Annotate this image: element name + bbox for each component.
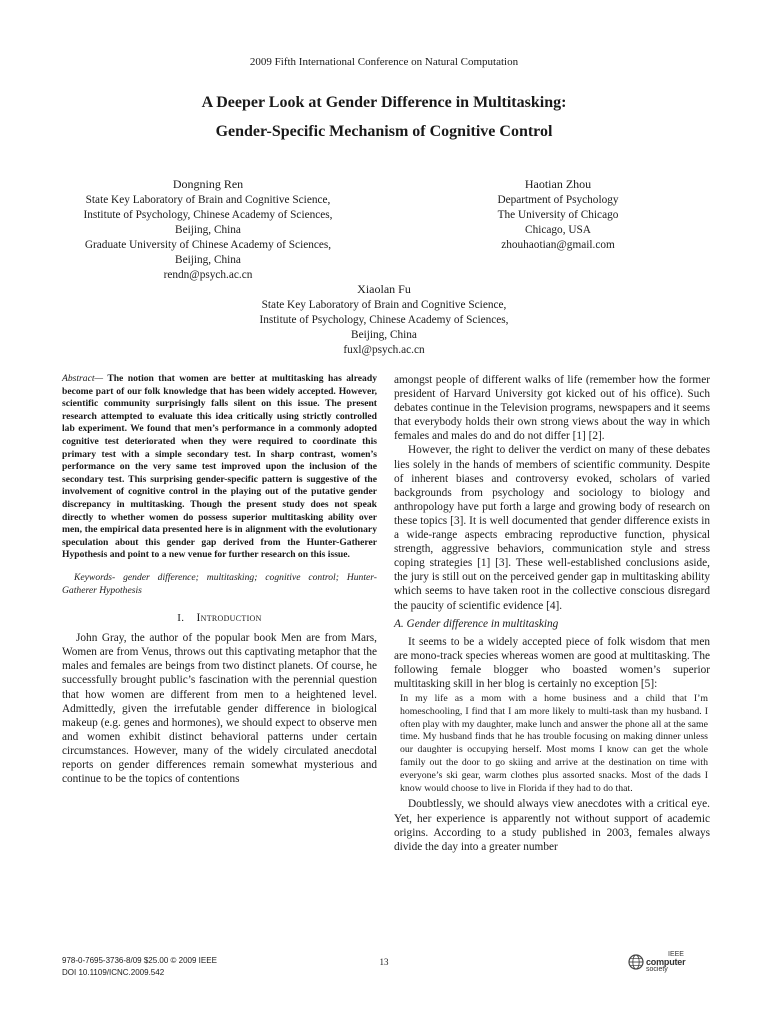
abstract-text: The notion that women are better at multitasking has already become part of our folk knowledge that has been widely accepted. However, scientific community surprisingly falls silent on this issue. The present research attempted to evaluate this idea critically using strictly controlled lab experiment. We found that men’s performance in a commonly adopted cognitive test deteriorated when they were required to coordinate this primary test with a simple secondary test. In sharp contrast, women’s performance on the very same test improved upon the inclusion of the secondary test. This surprising gender-specific pattern is suggestive of the involvement of cognitive control in the playing out of the putative gender discrepancy in multitasking. Though the present study does not speak directly to whether women do possess superior multitasking ability over men, the empirical data presented here is in alignment with the evolutionary speculation about this gender gap derived from the Hunter-Gatherer Hypothesis and point to a new venue for further research on this issue. [62, 373, 377, 561]
author-email: fuxl@psych.ac.cn [343, 344, 425, 356]
right-column [394, 373, 710, 854]
author-affiliation-line: Beijing, China [351, 329, 417, 341]
intro-paragraph-continued: amongst people of different walks of life (remember how the former president of Harvard University got kicked out of his office). Such debates continue in the Television programs, newspapers and it seems that everybody holds their own strong views about the way in which females and males do and do not differ [1] [2]. [394, 374, 710, 443]
author-affiliation-line: The University of Chicago [497, 209, 619, 221]
author-affiliation-line: Chicago, USA [525, 224, 591, 236]
logo-text-society: society [646, 966, 668, 973]
blogger-quote: In my life as a mom with a home business and a child that I’m homeschooling, I find that I am more likely to multi-task than my husband. I often play with my daughter, make lunch and answer the phone all at the same time. My husband finds that he has trouble focusing on making dinner unless our daughter is occupying herself. Most moms I know can get the whole family out the door to go skiing and arrive at the destination on time with everyone’s ski gear, warm clothes plus assorted snacks. Most of the dads I know would choose to live in Florida if they had to do that. [400, 693, 708, 794]
logo-text [646, 951, 685, 974]
logo-text-ieee: IEEE [668, 951, 684, 958]
author-email: rendn@psych.ac.cn [163, 269, 253, 281]
author-name: Dongning Ren [172, 177, 244, 191]
author-email: zhouhaotian@gmail.com [501, 239, 615, 251]
doi-line: DOI 10.1109/ICNC.2009.542 [62, 968, 165, 977]
paper-title-line1: A Deeper Look at Gender Difference in Multitasking: [201, 94, 567, 111]
intro-paragraph-1: John Gray, the author of the popular book Men are from Mars, Women are from Venus, throws out this captivating metaphor that the males and females are beings from two distinct planets. Of course, he successfully brought public’s fascination with the perennial question that how women are different from men to a heightened level. Admittedly, given the irrefutable gender difference in biological makeup (e.g. genes and hormones), we should expect to observe men and women exhibit distinct behavioral patterns under certain circumstances. However, many of the widely circulated anecdotal reports on gender differences remain somewhat mysterious and continue to be the topics of contentions [62, 632, 377, 786]
section-heading-introduction [62, 611, 377, 625]
subsection-paragraph-1: It seems to be a widely accepted piece of folk wisdom that men are mono-track species whereas women are good at multitasking. The following female blogger who boasted women’s superior multitasking skill in her blog is certainly no exception [5]: [394, 635, 710, 690]
author-name: Haotian Zhou [524, 177, 592, 191]
author-affiliation-line: Department of Psychology [497, 194, 619, 206]
ieee-computer-society-logo [628, 951, 708, 977]
abstract [62, 373, 377, 562]
author-block-fu [200, 281, 568, 358]
section-number: I. [177, 612, 185, 625]
left-column [62, 373, 377, 786]
subsection-paragraph-2: Doubtlessly, we should always view anecdotes with a critical eye. Yet, her experience is apparently not without support of academic origins. According to a study published in 2003, females always divide the day into a greater number [394, 798, 710, 853]
author-affiliation-line: Institute of Psychology, Chinese Academy of Sciences, [83, 209, 333, 221]
author-affiliation-line: Beijing, China [175, 224, 241, 236]
author-affiliation-line: State Key Laboratory of Brain and Cognitive Science, [85, 194, 331, 206]
abstract-lead: Abstract— [62, 373, 104, 384]
intro-paragraph-2: However, the right to deliver the verdict on many of these debates lies solely in the hands of members of scientific community. Despite of inherent biases and controversy evoked, scholars of varied backgrounds from psychology and sociology to biology and anthropology have put forth a large and growing body of research on these topics [3]. It is well documented that gender difference exists in a wide-range aspects embracing reproductive function, physical strength, aggressive behaviors, communication style and stress coping strategies [1] [3]. These well-established conclusions aside, the jury is still out on the perceived gender gap in multitasking ability which seems to have taken root in the collective conscious disregard the paucity of scientific evidence [4]. [394, 444, 710, 612]
author-affiliation-line: Beijing, China [175, 254, 241, 266]
section-title: Introduction [196, 612, 262, 625]
logo-text-computer: computer [646, 956, 686, 967]
author-name: Xiaolan Fu [357, 282, 411, 296]
page-number: 13 [379, 957, 389, 967]
author-block-ren [60, 176, 356, 283]
isbn-line: 978-0-7695-3736-8/09 $25.00 © 2009 IEEE [62, 956, 217, 965]
paper-title-line2: Gender-Specific Mechanism of Cognitive Control [215, 123, 553, 140]
author-affiliation-line: Graduate University of Chinese Academy of Sciences, [84, 239, 332, 251]
author-affiliation-line: Institute of Psychology, Chinese Academy of Sciences, [259, 314, 509, 326]
conference-name: 2009 Fifth International Conference on Natural Computation [249, 56, 519, 68]
subsection-heading: A. Gender difference in multitasking [394, 617, 559, 630]
author-block-zhou [410, 176, 706, 253]
author-affiliation-line: State Key Laboratory of Brain and Cognitive Science, [261, 299, 507, 311]
globe-icon [628, 954, 644, 970]
keywords: Keywords- gender difference; multitasking; cognitive control; Hunter-Gatherer Hypothesis [62, 571, 377, 596]
